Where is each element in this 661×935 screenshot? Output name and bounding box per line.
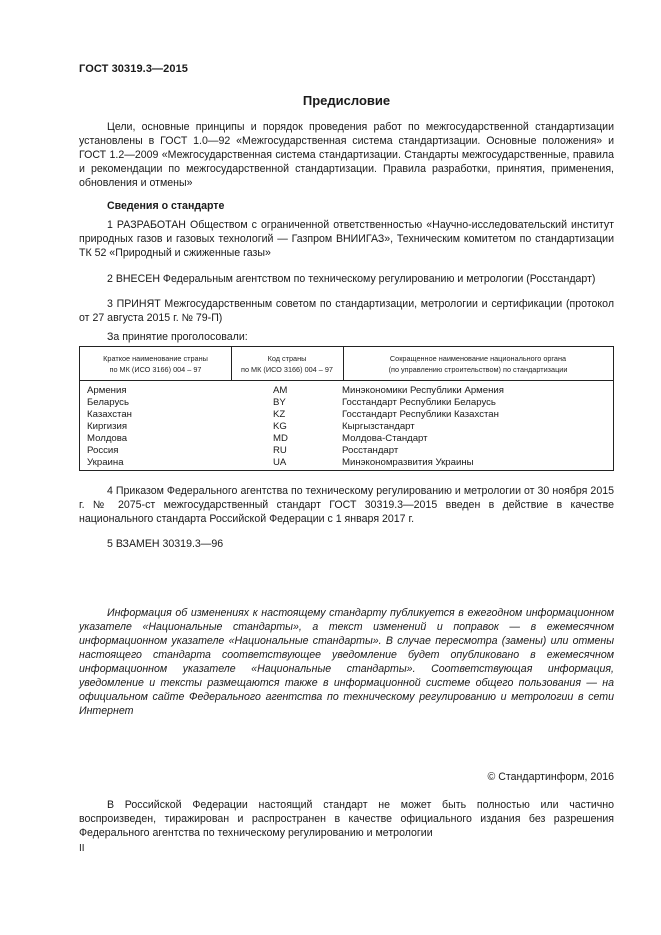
page-title: Предисловие [302,93,391,108]
table-cell-organ: Молдова-Стандарт [342,433,428,444]
table-cell-code: UA [273,457,287,468]
table-cell-organ: Минэкономики Республики Армения [342,385,504,396]
table-header-organ: Сокращенное наименование национального органа (по управлению строительством) по стандартизации [388,354,568,374]
table-cell-country: Беларусь [87,397,129,408]
table-cell-organ: Госстандарт Республики Казахстан [342,409,499,420]
table-cell-organ: Минэкономразвития Украины [342,457,474,468]
document-id-header: ГОСТ 30319.3—2015 [79,63,189,75]
voted-label: За принятие проголосовали: [107,331,248,343]
table-header-country: Краткое наименование страны по МК (ИСО 3166) 004 – 97 [103,354,208,374]
table-cell-country: Киргизия [87,421,128,432]
table-cell-country: Армения [87,385,127,396]
table-cell-organ: Госстандарт Республики Беларусь [342,397,496,408]
table-cell-country: Россия [87,445,119,456]
table-cell-country: Украина [87,457,124,468]
table-header-row [80,347,613,381]
section-heading: Сведения о стандарте [107,200,225,212]
legal-paragraph: В Российской Федерации настоящий стандарт не может быть полностью или частично воспроизведен, тиражирован и распространен в качестве официального издания без разрешения Федерального агентства по техническому регулированию и метрологии [79,799,614,839]
table-cell-code: AM [273,385,288,396]
table-cell-code: MD [273,433,288,444]
table-cell-country: Казахстан [87,409,132,420]
page-number: II [79,843,85,854]
table-cell-code: KZ [273,409,286,420]
table-cell-code: BY [273,397,286,408]
item-1-paragraph: 1 РАЗРАБОТАН Обществом с ограниченной ответственностью «Научно-исследовательский институт природных газов и газовых технологий — Газпром ВНИИГАЗ», Техническим комитетом по стандартизации ТК 52 «Природный и сжиженные газы» [79,219,614,259]
table-cell-organ: Кыргызстандарт [342,421,415,432]
item-4-paragraph: 4 Приказом Федерального агентства по техническому регулированию и метрологии от 30 ноября 2015 г. № 2075-ст межгосударственный стандарт ГОСТ 30319.3—2015 введен в действие в качестве национального стандарта Российской Федерации с 1 января 2017 г. [79,485,614,525]
intro-paragraph: Цели, основные принципы и порядок проведения работ по межгосударственной стандартизации установлены в ГОСТ 1.0—92 «Межгосударственная система стандартизации. Основные положения» и ГОСТ 1.2—2009 «Межгосударственная система стандартизации. Стандарты межгосударственные, правила и рекомендации по межгосударственной стандартизации. Правила разработки, принятия, применения, обновления и отмены» [79,121,614,189]
item-3-paragraph: 3 ПРИНЯТ Межгосударственным советом по стандартизации, метрологии и сертификации (протокол от 27 августа 2015 г. № 79-П) [79,298,614,324]
item-5-paragraph: 5 ВЗАМЕН 30319.3—96 [107,538,224,550]
table-cell-code: RU [273,445,287,456]
notice-paragraph: Информация об изменениях к настоящему стандарту публикуется в ежегодном информационном указателе «Национальные стандарты», а текст изменений и поправок — в ежемесячном информационном указателе «Национальные стандарты». В случае пересмотра (замены) или отмены настоящего стандарта соответствующее уведомление будет опубликовано в ежемесячном информационном указателе «Национальные стандарты». Соответствующая информация, уведомление и тексты размещаются также в информационной системе общего пользования — на официальном сайте Федерального агентства по техническому регулированию и метрологии в сети Интернет [79,607,614,717]
table-cell-organ: Росстандарт [342,445,399,456]
item-2-paragraph: 2 ВНЕСЕН Федеральным агентством по техническому регулированию и метрологии (Росстандарт) [107,273,596,285]
table-cell-code: KG [273,421,287,432]
table-header-code: Код страны по МК (ИСО 3166) 004 – 97 [241,354,333,374]
member-states-table [79,346,614,471]
copyright-line: © Стандартинформ, 2016 [487,771,614,783]
table-cell-country: Молдова [87,433,128,444]
